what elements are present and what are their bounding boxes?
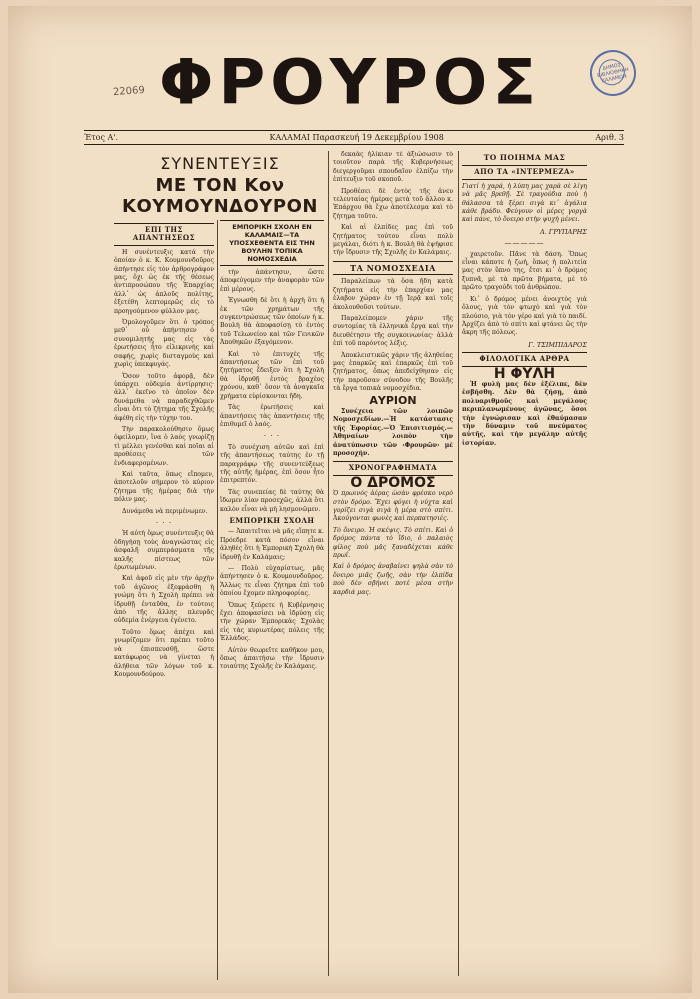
col3-paragraph: Προθέσει δὲ ἐντὸς τῆς ἀνευ τελευταίας ἡμέρας μετὰ τοῦ ἄλλου κ. Ἐπάρχου θὰ ἔχω ἀποτέλεσμα καὶ τὸ ζήτημα τοῦτο. bbox=[333, 187, 453, 220]
col2-paragraph: Τὰς συνεπείας δὲ ταύτης θὰ ἴδωμεν λίαν προσεχῶς, ἀλλὰ ὅτι καλὸν εἶναι νὰ μὴ λησμονῶμεν. bbox=[220, 488, 324, 513]
col2-paragraph: — Πολὺ εὐχαρίστως, μᾶς ἀπήντησεν ὁ κ. Κουμουνδοῦρος. Ἄλλως τε εἶναι ζήτημα ἐπὶ τοῦ ὁποίου ἔχομεν πληροφορίας. bbox=[220, 565, 324, 598]
col2-paragraph: Αὐτὸν θεωρεῖτε καθῆκον μου, ὅπως ἀπαιτήσω τὴν ἵδρυσιν τοιαύτης Σχολῆς ἐν Καλάμαις. bbox=[220, 646, 324, 671]
col1-section-title: ΕΠΙ ΤΗΣ ΑΠΑΝΤΗΣΕΩΣ bbox=[114, 223, 214, 246]
col4-poem: Γιατί ἡ χαρά, ἡ λύπη μας χαρὰ σὲ λίγη νὰ μᾶς βρεθῇ. Σὲ τραγούδια ποὺ ἡ θάλασσα τὰ ξέρει σιγὰ κι᾽ ἀγάλια κάθε βράδυ. Φεύγουν οἱ μέρες γοργὰ καὶ πάνε, τὸ ὄνειρο στὴν ψυχὴ μένει. bbox=[462, 182, 587, 224]
column-rule bbox=[458, 151, 459, 976]
col3-section3-title: Ο ΔΡΟΜΟΣ bbox=[350, 474, 436, 491]
library-stamp: ΔΗΜΟΣ ΒΙΒΛΙΟΘΗΚΗ ΚΑΛΑΜΩΝ bbox=[586, 46, 641, 101]
col2-paragraph: Καὶ τὸ ἐπιτυχὲς τῆς ἀπαντήσεως τῶν ἐπὶ τοῦ ζητήματος ἔδειξεν ὅτι ἡ Σχολὴ θὰ ἱδρυθῇ ἐντὸς βραχέος χρόνου, καθ᾽ ὅσον τὰ ἀναγκαῖα χρήματα εὑρίσκονται ἤδη. bbox=[220, 350, 324, 400]
main-headline bbox=[114, 154, 326, 217]
col4-paragraph: χαιρετοῦν. Πᾶνε τὰ δάση. Ὅπως εἶναι κάποτε ἡ ζωή, ὅπως ἡ πολιτεία μας στὸν ὕπνο της, ἔτσι κι᾽ ὁ δρόμος ξυπνᾶ, μὲ τὰ πρῶτα βήματα, μὲ τὸ πρῶτο τραγούδι τοῦ ἀνθρώπου. bbox=[462, 250, 587, 292]
col4-signature: Α. ΓΡΥΠΑΡΗΣ bbox=[539, 227, 587, 236]
col4-paragraph: Κι᾽ ὁ δρόμος μένει ἀνοιχτὸς γιὰ ὅλους, γιὰ τὸν φτωχὸ καὶ γιὰ τὸν πλούσιο, γιὰ τὸν γέρο καὶ γιὰ τὸ παιδί. Ἀρχίζει ἀπὸ τὸ σπίτι καὶ φτάνει ὣς τὴν ἄκρη τῆς πόλεως. bbox=[462, 295, 587, 337]
dateline-issue: Αριθ. 3 bbox=[595, 133, 624, 142]
dateline bbox=[84, 130, 624, 145]
col2-paragraph: Ἐγνωσθη δὲ ὅτι ἡ ἀρχὴ ὅτι ἡ ἐκ τῶν χρημάτων τῆς συγκεντρώσεως τῶν ὁποίων ἡ κ. Βουλὴ θὰ ἀποφασίσῃ τὸ ἐντὸς τοῦ Τελωνείου καὶ τῶν Γενικῶν Ἀποθηκῶν ἐξαγόμενον. bbox=[220, 297, 324, 347]
col1-paragraph: Τὴν παρακολούθησιν ὅμως ὀφείλομεν, ἵνα ὁ λαὸς γνωρίζῃ τὶ μέλλει γενέσθαι καὶ ποῖαι αἱ προθέσεις τῶν ἐνδιαφερομένων. bbox=[114, 425, 214, 467]
ornament-divider: · · · bbox=[263, 432, 281, 441]
masthead-title: ΦΡΟΥΡΟΣ bbox=[158, 46, 542, 120]
headline-line2: ΜΕ ΤΟΝ Κον ΚΟΥΜΟΥΝΔΟΥΡΟΝ bbox=[122, 175, 318, 217]
col3-paragraph: Συνέχεια τῶν λοιπῶν Νομοσχεδίων.—Ἡ κατάστασις τῆς Ἐφορίας.—Ὁ Ἐπισιτισμός.—Ἀθηναίων λοιπὸν τὴν ἀνατύπωσιν τῶν ‹Φρουρῶν› μὲ προσοχήν. bbox=[333, 407, 453, 457]
col4-paragraph: Ἡ φυλὴ μας δὲν ἐξέλιπε, δὲν ἐσβήσθη. Δὲν θὰ ζήσῃ, ἀπὸ πολυαριθμοῦς καὶ μεγάλους περιπλανωμένους ἀγῶνας, ὅσοι τὴν ἐγνώρισαν καὶ ἐθαύμασαν τὴν δύναμιν τοῦ πνεύματος αὐτῆς, καὶ τὴν μεγάλην αὐτῆς ἱστορίαν. bbox=[462, 380, 587, 447]
col2-paragraph: — Ἀπαιτεῖται νὰ μᾶς εἴπητε κ. Πρόεδρε κατὰ πόσον εἶναι ἀληθὲς ὅτι ἡ Ἐμπορικὴ Σχολὴ θὰ ἱδρυθῇ ἐν Καλάμαις; bbox=[220, 528, 324, 561]
col4-signature2: Γ. ΤΣΙΜΠΙΔΑΡΟΣ bbox=[528, 340, 587, 349]
col4-section-title: Η ΦΥΛΗ bbox=[493, 365, 556, 382]
col1-paragraph: Ὅσον τοῦτο ἀφορᾷ, δὲν ὑπάρχει οὐδεμία ἀντίρρησις· ἀλλ᾽ ἐκεῖνο τὸ ὁποῖον δὲν δυνάμεθα νὰ παραδεχθῶμεν εἶναι ὅτι τὸ ζήτημα τῆς Σχολῆς ἀφέθη εἰς τὴν τύχην του. bbox=[114, 372, 214, 422]
col2-paragraph: Ὅπως ξεύρετε ἡ Κυβέρνησις ἔχει ἀποφασίσει νὰ ἱδρύσῃ εἰς τὴν χώραν Ἐμπορικὰς Σχολὰς εἰς τὰς κυριωτέρας πόλεις τῆς Ἑλλάδος. bbox=[220, 601, 324, 643]
col1-paragraph: Τοῦτο ὅμως ἀπέχει καὶ γνωρίζομεν ὅτι πρέπει τοῦτο νὰ ἐπισπευσθῇ, ὥστε κατάφωρος νὰ γίνεται ἡ ἀλήθεια τῶν λόγων τοῦ κ. Κουμουνδούρου. bbox=[114, 628, 214, 678]
column-rule bbox=[328, 151, 329, 976]
col4-source: ΑΠΟ ΤΑ «ΙΝΤΕΡΜΕΖΑ» bbox=[462, 165, 587, 179]
column-2 bbox=[220, 220, 324, 980]
col3-paragraph: Ἀποκλειστικῶς χάριν τῆς ἀληθείας μας ἐπαρκῶς καὶ ἐπαρκῶς ἐπὶ τοῦ ζητήματος, ὅπως ἀπεδείχθησαν εἰς τὴν παροῦσαν σύνοδον τῆς Βουλῆς τὰ ἔργα τοπικὰ νομοσχέδια. bbox=[333, 351, 453, 393]
col3-paragraph: Καὶ αἱ ἐλπίδες μας ἐπὶ τοῦ ζητήματος τούτου εἶναι πολὺ μεγάλαι, διότι ἡ κ. Βουλὴ θὰ ἐψήφισε τὴν ἵδρυσιν τῆς Σχολῆς ἐν Καλάμαις. bbox=[333, 224, 453, 257]
col2-paragraph: τὴν ἀπάντησιν, ὥστε ἀποφεύγομεν τὴν ἀναφορὰν τῶν ἐπὶ μέρους. bbox=[220, 269, 324, 293]
col1-paragraph: Ἡ αὐτὴ ὅμως συνέντευξις θὰ ὁδηγήσῃ τοὺς ἀναγνώστας εἰς ἀσφαλῆ συμπεράσματα τῆς καλῆς πίστεως τῶν ἐρωτωμένων. bbox=[114, 530, 214, 572]
col2-paragraph: Τὸ συνέχιση αὐτῶν καὶ ἐπὶ τῆς ἀπαντήσεως ταύτης ἐν τῇ παραγράφῳ τῆς συνεντεύξεως τῆς αὐτῆς ἡμέρας, ἐπὶ ὅσον ἦτο ἐπιτρεπτόν. bbox=[220, 443, 324, 485]
dateline-year: Έτος Α'. bbox=[84, 133, 118, 142]
col3-section3-label: ΧΡΟΝΟΓΡΑΦΗΜΑΤΑ bbox=[333, 461, 453, 475]
col3-paragraph: Καὶ ὁ δρόμος ἀναβαίνει ψηλὰ σὰν τὸ ὄνειρο μιᾶς ζωῆς, σὰν τὴν ἐλπίδα ποὺ δὲν σβήνει ποτέ μέσα στὴν καρδιά μας. bbox=[333, 563, 453, 596]
ornament-divider: · · · bbox=[155, 519, 173, 527]
col1-paragraph: Καὶ ἀφοῦ εἰς μὲν τὴν ἀρχὴν τοῦ ἀγῶνος ἐξεφράσθη ἡ γνώμη ὅτι ἡ Σχολὴ πρέπει νὰ ἱδρυθῇ ἐνταῦθα, ἐν τούτοις ἀπὸ τῆς ἄλλης πλευρᾶς οὐδεμία ἐνέργεια ἐγένετο. bbox=[114, 575, 214, 625]
headline-line1: ΣΥΝΕΝΤΕΥΞΙΣ bbox=[160, 154, 280, 173]
col1-paragraph: Δυνάμεθα νὰ περιμένωμεν. bbox=[122, 507, 208, 515]
ornament-divider: ————— bbox=[504, 239, 545, 248]
col3-paragraph: Παραλείπων τὰ ὅσα ἤδη κατὰ ζητήματα εἰς τὴν ἐπαρχίαν μας ἐλαβον χώραν ἐν τῇ Ἱερᾷ καὶ τοῖς ἀκολουθοῦσι τούτων. bbox=[333, 278, 453, 311]
col3-paragraph: Τὸ ὄνειρο. Ἡ σκέψις. Τὸ σπίτι. Καὶ ὁ δρόμος πάντα τὸ ἴδιο, ὁ παλαιὸς φίλος ποὺ μᾶς ξαναδέχεται κάθε πρωΐ. bbox=[333, 526, 453, 560]
col2-subsection-title: ΕΜΠΟΡΙΚΗ ΣΧΟΛΗ bbox=[229, 515, 315, 525]
newspaper-page bbox=[8, 6, 692, 993]
col4-section-label: ΦΙΛΟΛΟΓΙΚΑ ΑΡΘΡΑ bbox=[462, 352, 587, 366]
col3-section2-title: ΑΥΡΙΟΝ bbox=[369, 393, 417, 407]
col3-section-title: ΤΑ ΝΟΜΟΣΧΕΔΙΑ bbox=[333, 261, 453, 275]
column-4 bbox=[462, 151, 587, 981]
col4-label: ΤΟ ΠΟΙΗΜΑ ΜΑΣ bbox=[483, 153, 566, 162]
col1-paragraph: Ὁμολογοῦμεν ὅτι ὁ τρόπος μεθ᾽ οὗ ἀπήντησεν ὁ συνομιλητής μας εἰς τὰς ἐρωτήσεις ἦτο εἰλικρινής καὶ σαφής, χωρὶς δισταγμοὺς καὶ χωρὶς ὑπεκφυγάς. bbox=[114, 319, 214, 369]
column-rule bbox=[217, 220, 218, 980]
col2-headline: ΕΜΠΟΡΙΚΗ ΣΧΟΛΗ ΕΝ ΚΑΛΑΜΑΙΣ—ΤΑ ΥΠΟΣΧΕΘΕΝΤΑ ΕΙΣ ΤΗΝ ΒΟΥΛΗΝ ΤΟΠΙΚΑ ΝΟΜΟΣΧΕΔΙΑ bbox=[220, 220, 324, 266]
col3-paragraph: Παραλείπομεν χάριν τῆς συντομίας τὰ ἐλληνικὰ ἔργα καὶ τὴν διευθέτησιν τῆς συγκοινωνίας· ἀλλὰ ἐπὶ τοῦ παρόντος λέξις. bbox=[333, 314, 453, 348]
col2-paragraph: Τὰς ἐρωτήσεις καὶ ἀπαντήσεις τὰς ἀπαντήσεις τῆς ἐπιθυμεῖ ὁ λαός. bbox=[220, 404, 324, 428]
col3-paragraph: Ὁ πρωινός ἀέρας ὡσὰν φρέσκο νερὸ στὸν δρόμο. Ἔχει φύγει ἡ νύχτα καὶ γυρίζει σιγὰ σιγὰ ἡ μέρα στὸ σπίτι. Ἀκούγονται φωνὲς καὶ περπατησιές. bbox=[333, 490, 453, 523]
dateline-place-date: ΚΑΛΑΜΑΙ Παρασκευή 19 Δεκεμβρίου 1908 bbox=[269, 133, 444, 142]
column-1 bbox=[114, 220, 214, 980]
col3-paragraph: δεκαὰς ἠλίκιαν τὲ ἀξιώσωσιν τὸ τοιοῦτον παρὰ τῆς Κυβερνήσεως διεγεργοῦμαι σπουδαῖον ἐλπίζω τὴν ἐπίτευξιν τοῦ σκοποῦ. bbox=[333, 151, 453, 184]
col1-paragraph: Η συνέντευξις κατά τὴν ὁποίαν ὁ κ. Κ. Κουμουνδοῦρος ἀπήντησε εἰς τὸν ἀρθρογράφον μας, ὅχι ὡς ἐκ τῆς θέσεως ἀντιπροσώπου τῆς Ἐπαρχίας ἀλλ᾽ ὡς ἀπλοῦς πολίτης, ἐξετέθη λεπτομερῶς εἰς τὸ προηγούμενον φύλλον μας. bbox=[114, 248, 214, 315]
handwritten-number: 22069 bbox=[112, 84, 146, 99]
col1-paragraph: Καὶ ταῦτα, ὅπως εἴπομεν, ἀποτελοῦν σήμερον τὸ κύριον ζήτημα τῆς ἡμέρας διὰ τὴν πόλιν μας. bbox=[114, 470, 214, 504]
column-3 bbox=[333, 151, 453, 981]
